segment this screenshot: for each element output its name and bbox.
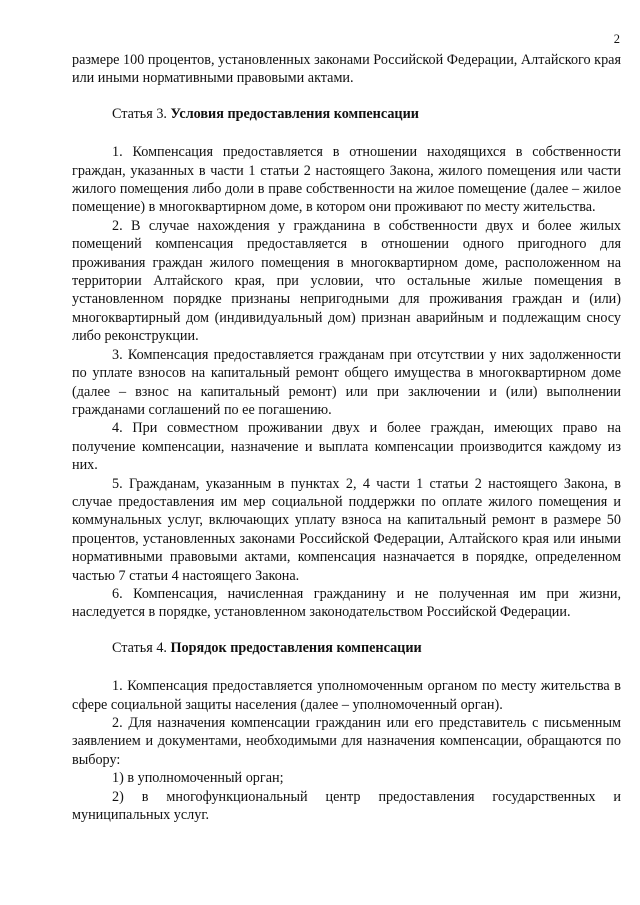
article-3-paragraph-1: 1. Компенсация предоставляется в отношении находящихся в собственности граждан, указанных в части 1 статьи 2 настоящего Закона, жилого помещения или части жилого помещения либо доли в праве собственности на жилое помещение (далее – жилое помещение) в многоквартирном доме, в котором они проживают по месту жительства. [72, 144, 621, 216]
article-3-paragraph-2: 2. В случае нахождения у гражданина в собственности двух и более жилых помещений компенсация предоставляется в отношении одного пригодного для проживания граждан жилого помещения в многоквартирном доме, расположенном на территории Алтайского края, при условии, что остальные жилые помещения в установленном порядке признаны непригодными для проживания граждан и (или) многоквартирный дом (индивидуальный дом) признан аварийным и подлежащим сносу либо реконструкции. [72, 217, 621, 345]
article-4-list-item-2: 2) в многофункциональный центр предоставления государственных и муниципальных услуг. [72, 788, 621, 824]
article-4-list-item-1: 1) в уполномоченный орган; [112, 770, 284, 787]
article-3-prefix: Статья 3. [112, 105, 171, 122]
article-3-paragraph-3: 3. Компенсация предоставляется гражданам при отсутствии у них задолженности по уплате взносов на капитальный ремонт общего имущества в многоквартирном доме (далее – взнос на капитальный ремонт) или при заключении и (или) выполнении гражданами соглашений по ее погашению. [72, 346, 621, 418]
article-3-heading [72, 105, 621, 123]
article-4-paragraph-2: 2. Для назначения компенсации гражданин или его представитель с письменным заявлением и документами, необходимыми для назначения компенсации, обращаются по выбору: [72, 715, 621, 768]
article-3-paragraph-6: 6. Компенсация, начисленная гражданину и не полученная им при жизни, наследуется в порядке, установленном законодательством Российской Федерации. [72, 585, 621, 621]
article-4-paragraph-1: 1. Компенсация предоставляется уполномоченным органом по месту жительства в сфере социальной защиты населения (далее – уполномоченный орган). [72, 678, 621, 713]
article-3-paragraph-4: 4. При совместном проживании двух и более граждан, имеющих право на получение компенсации, назначение и выплата компенсации производится каждому из них. [72, 420, 621, 474]
article-4-prefix: Статья 4. [112, 639, 171, 656]
document-body [72, 51, 621, 824]
article-3-title: Условия предоставления компенсации [170, 105, 419, 122]
intro-paragraph: размере 100 процентов, установленных законами Российской Федерации, Алтайского края или иными нормативными правовыми актами. [72, 52, 621, 87]
article-4-title: Порядок предоставления компенсации [170, 639, 422, 656]
article-4-heading [72, 639, 621, 657]
article-3-paragraph-5: 5. Гражданам, указанным в пунктах 2, 4 части 1 статьи 2 настоящего Закона, в случае предоставления им мер социальной поддержки по оплате жилого помещения и коммунальных услуг, включающих уплату взноса на капитальный ремонт в размере 50 процентов, установленных законами Российской Федерации, Алтайского края или иными нормативными правовыми актами, компенсация назначается в порядке, определенном частью 7 статьи 4 настоящего Закона. [72, 475, 621, 584]
page-number: 2 [613, 32, 620, 46]
